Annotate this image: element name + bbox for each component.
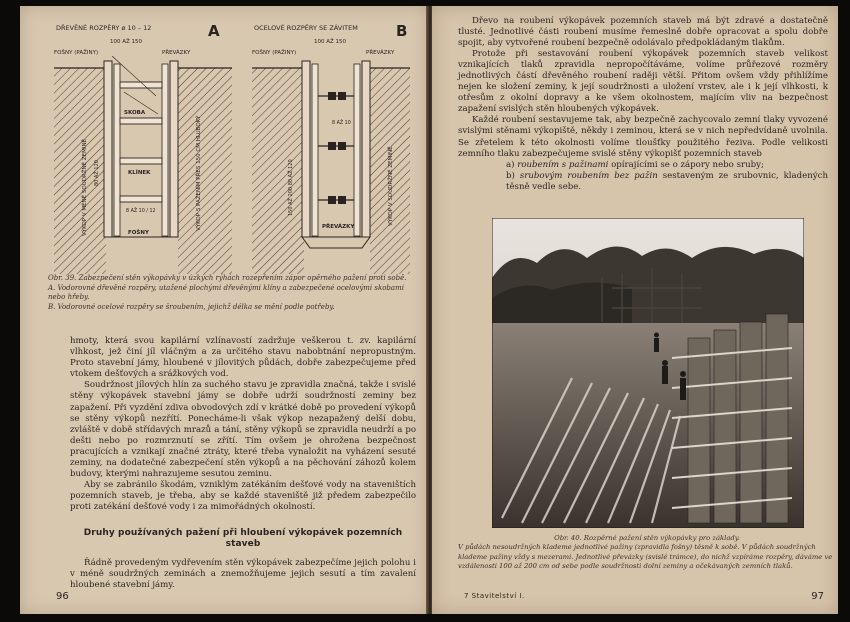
left-paragraph-closing: Řádně provedeným vydřevením stěn výkopávek zabezpečíme jejich polohu i v méně soudržných zeminách a znemožňujeme jejich sesutí a tím zavalení hloubené stavební jámy. [70,557,416,590]
label-dim-small-b: 8 AŽ 10 [332,121,351,126]
caption-39-main: Obr. 39. Zabezpečení stěn výkopávky v úzkých rýhách rozepřením zápor opěrného pažení proti sobě. [48,274,407,282]
figure-b-prevazky: PŘEVÁZKY [366,50,395,56]
left-paragraph-1: hmoty, která svou kapilární vzlínavostí zadržuje veškerou t. zv. kapilární vlhkost, jež činí jíl vláčným a za určitého stavu nabobtnání nepropustným. Proto stavební jámy, hloubené v jílovitých půdách, dobře zabezpečujeme před vtokem dešťových a srážkových vod. [70,336,416,380]
section-heading: Druhy používaných pažení při hloubení výkopávek pozemních staveb [83,527,403,549]
figure-40-caption [458,534,836,571]
soil-left-b [252,68,304,274]
list-marker-a: a) [506,159,515,170]
right-page [432,6,838,614]
list-rest-b: sestaveným ze srubovnic, kladených těsně vedle sebe. [506,170,829,192]
label-vert-b-left: 150 AŽ 200 80 AŽ 120 [288,159,294,216]
footer-book-title: 7 Stavitelství I. [464,592,525,600]
label-skoba: SKOBA [124,110,146,116]
figure-b-label: B [396,22,408,40]
trench-bracing-drawing [46,16,416,278]
right-paragraph-1: Dřevo na roubení výkopávek pozemních staveb má být zdravé a dostatečně tlusté. Jednotlivé části roubení musíme řemeslně dobře opracovat a spolu dobře spojit, aby vytvořené roubení bezpečně odolávalo předpokládaným tlakům. [458,16,828,49]
caption-40-body: V půdách nesoudržných klademe jednotlivé pažiny (zpravidla fošny) těsně k sobě. V půdách soudržných klademe pažiny vždy s mezerami. Jednotlivé převázky (svislé trámce), do nichž vzpíráme rozpěry, dáváme ve vzdálenosti 100 až 200 cm od sebe podle soudržnosti dolní zeminy a očekávaných zemních tlaků. [458,543,833,570]
figure-40-photo [492,218,804,528]
figure-a-title: DŘEVĚNÉ ROZPĚRY ø 10 – 12 [56,24,152,32]
page-number-right: 97 [811,591,824,602]
caption-39-a: A. Vodorovné dřevěné rozpěry, utažené plochými dřevěnými klíny a zabezpečené ocelovými skobami nebo hřeby. [48,283,404,301]
right-body-text [458,16,828,193]
caption-40-title: Obr. 40. Rozpěrné pažení stěn výkopávky pro základy. [554,534,740,542]
left-paragraph-3: Aby se zabránilo škodám, vzniklým zatékáním dešťové vody na staveništích pozemních staveb, je třeba, aby se každé staveniště již předem zabezpečilo proti zatékání dešťové vody i za mimořádných okolností. [70,480,416,513]
figure-a-label: A [208,22,220,40]
list-em-a: roubením s pažinami [517,159,609,170]
figure-a-dim: 100 AŽ 150 [110,39,143,45]
left-body-text [70,336,416,591]
list-em-b: srubovým roubením bez pažin [519,170,658,181]
label-prevazky-low: PŘEVÁZKY [322,224,355,230]
label-fosny-low: FOŠNY [128,230,149,236]
label-vert-right-b: VÝKOP V SOUDRŽNÉ ZEMINĚ [388,146,394,226]
label-vert-inner-a: 80 AŽ 120 [94,160,100,186]
caption-39-b: B. Vodorovné ocelové rozpěry se šroubením, jejichž délka se mění podle potřeby. [48,302,335,311]
figure-39-diagram [46,16,416,278]
list-item-a [458,160,828,171]
list-item-b [458,171,828,193]
figure-b-fosny: FOŠNY (PAŽINY) [252,50,297,56]
list-marker-b: b) [506,170,515,181]
label-dim-small-a: 8 AŽ 10 / 12 [126,209,156,214]
page-number-left: 96 [56,591,69,602]
figure-b-dim: 100 AŽ 150 [314,39,347,45]
label-klinek: KLÍNEK [128,170,151,176]
right-paragraph-2: Protože při sestavování roubení výkopávek pozemních staveb velikost vznikajících tlaků zpravidla nepropočítáváme, volíme průřezové rozměry jednotlivých částí dřevěného roubení raději větší. Přitom ovšem vždy přihlížíme nejen ke složení zeminy, k její soudržnosti a uložení vrstev, ale i k její vlhkosti, k otřesům z okolní dopravy a ke všem okolnostem, majícím vliv na bezpečnost zapažení svislých stěn hloubených výkopávek. [458,49,828,115]
soil-right-a [178,68,232,274]
left-paragraph-2: Soudržnost jílových hlín za suchého stavu je zpravidla značná, takže i svislé stěny výkopávek stavební jámy se dobře udrží soudržností zeminy bez zapažení. Při vyzdění zdiva obvodových zdí v krátké době po provedení výkopů se stěny výkopů nezřítí. Ponecháme-li však výkop nezapažený delší dobu, zvláště v době střídavých mrazů a tání, stěny výkopů se zpravidla neudrží a po dešti nebo po rozmrznutí se zřítí. Tím ovšem je ohrožena bezpečnost pracujících a vznikají značné ztráty, které třeba vynaložit na vyházení sesuté zeminy, na dodatečné zabezpečení stěn výkopů a na pěchování záhozů kolem budovy, kterými nahrazujeme sesutou zeminu. [70,380,416,480]
figure-a-prevazky: PŘEVÁZKY [162,50,191,56]
left-page [20,6,428,614]
figure-a-fosny: FOŠNY (PAŽINY) [54,50,99,56]
excavation-photo [492,218,804,528]
figure-39-caption [48,274,420,312]
list-rest-a: opírajícími se o zápory nebo sruby; [608,159,764,170]
figure-b-title: OCELOVÉ ROZPĚRY SE ZÁVITEM [254,24,358,32]
label-vert-left-a: VÝKOP V MÉNĚ SOUDRŽNÉ ZEMINĚ [82,138,88,236]
label-vert-right-a: VÝKOP S PAŽENÍM PŘES 150 CM HLUBOKÝ [196,115,202,231]
right-paragraph-3: Každé roubení sestavujeme tak, aby bezpečně zachycovalo zemní tlaky vyvozené svislými stěnami výkopiště, někdy i zeminou, která se v nich nepředvídaně uvolnila. Se zřetelem k této okolnosti volíme tloušťky použitého řeziva. Podle velikosti zemního tlaku zabezpečujeme svislé stěny výkopišť pozemních staveb [458,115,828,159]
